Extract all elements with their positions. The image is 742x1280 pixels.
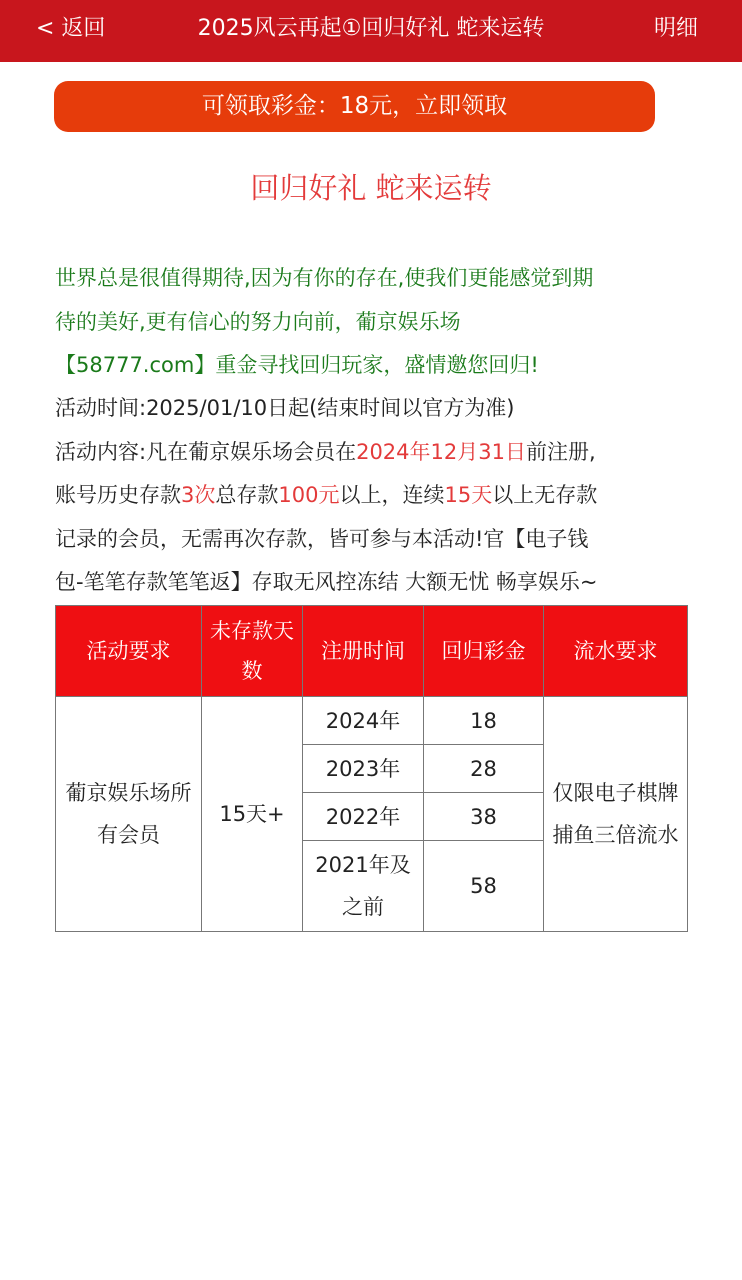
header-turnover: 流水要求	[544, 606, 688, 697]
intro-line: 待的美好,更有信心的努力向前，葡京娱乐场	[55, 309, 461, 334]
detail-button[interactable]: 明细	[653, 16, 698, 41]
page-title: 2025风云再起①回归好礼 蛇来运转	[197, 16, 545, 41]
cell-bonus: 28	[424, 745, 544, 793]
activity-details	[55, 387, 695, 605]
cell-bonus: 18	[424, 697, 544, 745]
text-segment: 以上无存款	[492, 483, 598, 507]
intro-text	[55, 257, 695, 388]
activity-content-line	[55, 431, 695, 475]
top-bar	[0, 0, 742, 62]
promo-heading: 回归好礼 蛇来运转	[250, 171, 492, 205]
cell-year: 2023年	[303, 745, 424, 793]
activity-content-line: 包-笔笔存款笔笔返】存取无风控冻结 大额无忧 畅享娱乐~	[55, 570, 598, 594]
intro-line: 【58777.com】重金寻找回归玩家，盛情邀您回归!	[55, 353, 539, 377]
cell-days: 15天+	[202, 697, 303, 932]
cell-turnover: 仅限电子棋牌捕鱼三倍流水	[544, 697, 688, 932]
cell-bonus: 58	[424, 841, 544, 932]
text-segment: 总存款	[215, 483, 279, 507]
highlight-count: 3次	[181, 483, 216, 507]
header-bonus: 回归彩金	[424, 606, 544, 697]
highlight-date: 2024年12月31日	[356, 439, 526, 464]
highlight-days: 15天	[444, 483, 493, 507]
header-days: 未存款天数	[202, 606, 303, 697]
highlight-amount: 100元	[278, 483, 340, 507]
activity-content-line	[55, 474, 695, 518]
cell-bonus: 38	[424, 793, 544, 841]
text-segment: 以上，连续	[339, 483, 445, 507]
cell-year: 2021年及之前	[303, 841, 424, 932]
intro-line: 世界总是很值得期待,因为有你的存在,使我们更能感觉到期	[55, 266, 594, 290]
header-registration: 注册时间	[303, 606, 424, 697]
text-segment: 账号历史存款	[55, 483, 181, 507]
text-segment: 前注册,	[525, 439, 596, 464]
text-segment: 活动内容:凡在葡京娱乐场会员在	[55, 439, 357, 464]
claim-bonus-button[interactable]: 可领取彩金：18元，立即领取	[54, 81, 655, 132]
activity-content-line: 记录的会员，无需再次存款，皆可参与本活动!官【电子钱	[55, 526, 589, 551]
cell-year: 2024年	[303, 697, 424, 745]
bonus-table	[55, 605, 688, 932]
table-row	[56, 697, 688, 745]
header-requirement: 活动要求	[56, 606, 202, 697]
table-header-row	[56, 606, 688, 697]
cell-requirement: 葡京娱乐场所有会员	[56, 697, 202, 932]
back-button[interactable]: < 返回	[36, 16, 106, 41]
activity-time: 活动时间:2025/01/10日起(结束时间以官方为准)	[55, 396, 515, 420]
cell-year: 2022年	[303, 793, 424, 841]
